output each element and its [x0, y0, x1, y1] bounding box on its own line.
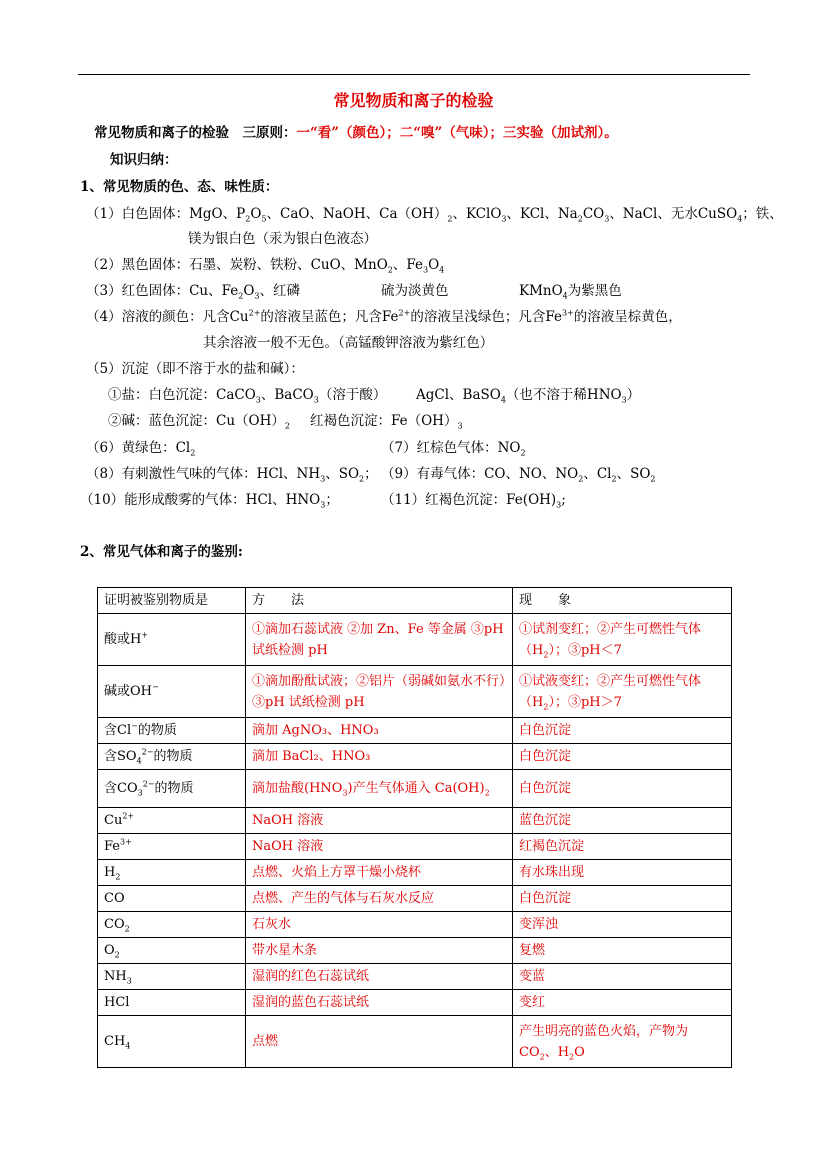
cell-phenomenon: 蓝色沉淀 — [513, 808, 732, 834]
table-row — [98, 886, 732, 912]
cell-substance: $Cu^{2+}$ — [98, 808, 246, 834]
cell-substance: 酸或H+ — [98, 614, 246, 666]
table-row — [98, 1016, 732, 1068]
cell-phenomenon: 白色沉淀 — [513, 770, 732, 808]
item-5-base: ②碱：蓝色沉淀：$Cu(OH)_2$ — [108, 413, 290, 431]
cell-substance: $CO_2$ — [98, 912, 246, 938]
cell-phenomenon: 有水珠出现 — [513, 860, 732, 886]
item-5: （5）沉淀（即不溶于水的盐和碱）： — [86, 361, 304, 377]
cell-phenomenon: 白色沉淀 — [513, 886, 732, 912]
item-2: （2）黑色固体：石墨、炭粉、铁粉、CuO、MnO$_2$、$Fe_3O_4$ — [86, 257, 445, 275]
cell-method: 湿润的红色石蕊试纸 — [246, 964, 513, 990]
table-row — [98, 912, 732, 938]
table-row — [98, 808, 732, 834]
cell-method: 滴加 AgNO₃、HNO₃ — [246, 718, 513, 744]
cell-method: ①滴加石蕊试液 ②加 Zn、Fe 等金属 ③pH 试纸检测 pH — [246, 614, 513, 666]
table-row — [98, 614, 732, 666]
cell-method: 点燃 — [246, 1016, 513, 1068]
cell-method: NaOH 溶液 — [246, 834, 513, 860]
item-1-line2: 镁为银白色（汞为银白色液态） — [188, 231, 377, 247]
item-5-base-red: 红褐色沉淀：$Fe(OH)_3$ — [310, 413, 463, 431]
header-method: 方 法 — [246, 588, 513, 614]
cell-method: NaOH 溶液 — [246, 808, 513, 834]
cell-substance: $O_2$ — [98, 938, 246, 964]
item-3: （3）红色固体：Cu、$Fe_2O_3$、红磷 — [86, 283, 300, 301]
table-header-row — [98, 588, 732, 614]
cell-phenomenon: 变红 — [513, 990, 732, 1016]
cell-phenomenon: 白色沉淀 — [513, 744, 732, 770]
item-8: （8）有刺激性气味的气体：HCl、$NH_3$、$SO_2$； — [86, 466, 378, 484]
identification-table — [97, 587, 732, 1068]
item-10: （10）能形成酸雾的气体：HCl、$HNO_3$； — [80, 492, 339, 510]
section2-heading: 2、常见气体和离子的鉴别: — [80, 544, 243, 560]
cell-substance: 含$CO_3^{2-}$的物质 — [98, 770, 246, 808]
cell-phenomenon: 变蓝 — [513, 964, 732, 990]
cell-phenomenon: 白色沉淀 — [513, 718, 732, 744]
cell-substance: CO — [98, 886, 246, 912]
cell-phenomenon: 复燃 — [513, 938, 732, 964]
table-row — [98, 834, 732, 860]
cell-substance: $Fe^{3+}$ — [98, 834, 246, 860]
cell-method: 滴加 BaCl₂、HNO₃ — [246, 744, 513, 770]
intro-lead: 常见物质和离子的检验 三原则： — [94, 125, 297, 141]
cell-phenomenon: 产生明亮的蓝色火焰，产物为 $CO_2$、$H_2O$ — [513, 1016, 732, 1068]
header-substance: 证明被鉴别物质是 — [98, 588, 246, 614]
table-row — [98, 770, 732, 808]
header-rule — [78, 74, 750, 75]
table-row — [98, 666, 732, 718]
cell-phenomenon: ①试剂变红；②产生可燃性气体$(H_2)$；③pH＜7 — [513, 614, 732, 666]
cell-phenomenon: 红褐色沉淀 — [513, 834, 732, 860]
item-1: （1）白色固体：MgO、$P_2O_5$、CaO、NaOH、$Ca(OH)_2$、KClO$_3$、KCl、$Na_2CO_3$、NaCl、无水CuSO$_4$；铁、 — [86, 206, 783, 224]
cell-method: 湿润的蓝色石蕊试纸 — [246, 990, 513, 1016]
table-row — [98, 964, 732, 990]
cell-method: 点燃、火焰上方罩干燥小烧杯 — [246, 860, 513, 886]
cell-substance: $H_2$ — [98, 860, 246, 886]
intro-principles: 一“看”（颜色）；二“嗅”（气味）；三实验（加试剂）。 — [296, 125, 618, 141]
intro-line — [94, 121, 618, 141]
item-5-salt-insoluble: AgCl、BaSO$_4$（也不溶于稀$HNO_3$） — [416, 387, 641, 405]
item-11: （11）红褐色沉淀：$Fe(OH)_3$; — [381, 492, 566, 510]
item-6: （6）黄绿色：$Cl_2$ — [86, 440, 196, 458]
cell-phenomenon: ①试液变红；②产生可燃性气体$(H_2)$；③pH＞7 — [513, 666, 732, 718]
header-phenomenon: 现 象 — [513, 588, 732, 614]
cell-substance: HCl — [98, 990, 246, 1016]
cell-phenomenon: 变浑浊 — [513, 912, 732, 938]
table-row — [98, 718, 732, 744]
item-9: （9）有毒气体：CO、NO、$NO_2$、$Cl_2$、$SO_2$ — [381, 466, 656, 484]
cell-substance: 含Cl−的物质 — [98, 718, 246, 744]
item-4: （4）溶液的颜色：凡含$Cu^{2+}$的溶液呈蓝色；凡含$Fe^{2+}$的溶液呈浅绿色；凡含$Fe^{3+}$的溶液呈棕黄色， — [86, 308, 682, 325]
table-row — [98, 860, 732, 886]
cell-method: 带水星木条 — [246, 938, 513, 964]
cell-method: 点燃、产生的气体与石灰水反应 — [246, 886, 513, 912]
page-title: 常见物质和离子的检验 — [333, 91, 494, 110]
item-7: （7）红棕色气体：$NO_2$ — [381, 440, 526, 458]
table-row — [98, 938, 732, 964]
item-4-line2: 其余溶液一般不无色。（高锰酸钾溶液为紫红色） — [203, 335, 494, 351]
knowledge-label: 知识归纳： — [110, 152, 178, 168]
cell-substance: $NH_3$ — [98, 964, 246, 990]
table-row — [98, 744, 732, 770]
section1-heading: 1、常见物质的色、态、味性质： — [80, 179, 279, 195]
item-5-salt: ①盐：白色沉淀：CaCO$_3$、BaCO$_3$（溶于酸） — [108, 387, 387, 405]
cell-method: ①滴加酚酞试液；②铝片（弱碱如氨水不行）③pH 试纸检测 pH — [246, 666, 513, 718]
cell-substance: $CH_4$ — [98, 1016, 246, 1068]
cell-method: 滴加盐酸$(HNO_3)$产生气体通入 $Ca(OH)_2$ — [246, 770, 513, 808]
item-3-kmno4: KMnO$_4$为紫黑色 — [519, 283, 622, 301]
cell-substance: 碱或OH− — [98, 666, 246, 718]
cell-substance: 含$SO_4^{2-}$的物质 — [98, 744, 246, 770]
cell-method: 石灰水 — [246, 912, 513, 938]
item-3-sulfur: 硫为淡黄色 — [381, 283, 449, 299]
table-row — [98, 990, 732, 1016]
